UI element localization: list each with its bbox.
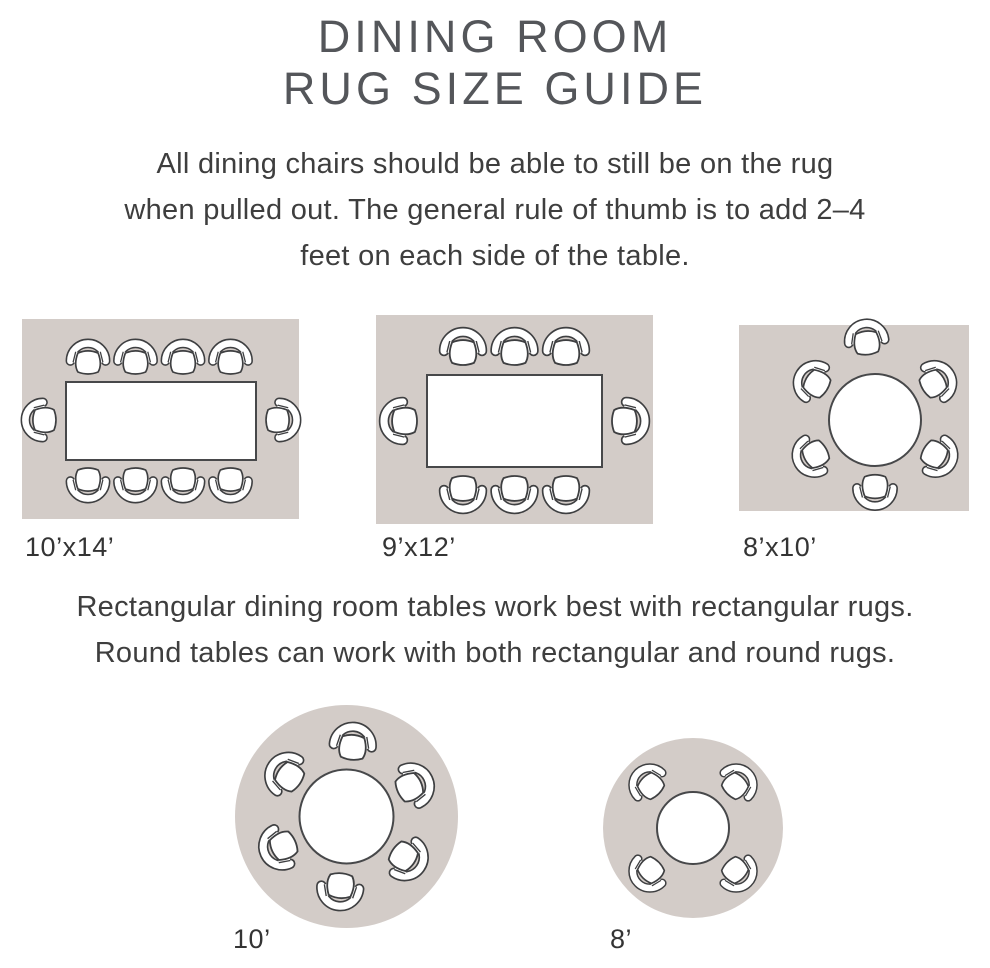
diagram-rug-10-round: [235, 705, 458, 928]
note-text: [0, 584, 990, 676]
note-line-2: Round tables can work with both rectangular and round rugs.: [94, 637, 896, 669]
rug-size-label-10x14: 10’x14’: [25, 532, 115, 562]
diagram-rug-9x12: [376, 315, 653, 524]
intro-line-2: when pulled out. The general rule of thumb is to add 2–4: [124, 194, 866, 226]
diagram-rug-8x10: [739, 325, 969, 511]
page-title-line-1: DINING ROOM: [317, 11, 673, 62]
intro-text: [0, 141, 990, 279]
rug-size-label-8x10: 8’x10’: [743, 532, 817, 562]
rug-size-label-8-round: 8’: [610, 924, 633, 954]
diagram-rug-10x14: [22, 319, 299, 519]
dining-table: [427, 375, 602, 467]
rug-size-label-9x12: 9’x12’: [382, 532, 456, 562]
dining-table: [657, 792, 729, 864]
dining-table: [66, 382, 256, 460]
diagram-rug-8-round: [603, 738, 783, 918]
rug-size-label-10-round: 10’: [233, 924, 271, 954]
intro-line-3: feet on each side of the table.: [300, 240, 690, 272]
dining-table: [829, 374, 921, 466]
note-line-1: Rectangular dining room tables work best with rectangular rugs.: [76, 591, 914, 623]
dining-table: [300, 770, 394, 864]
intro-line-1: All dining chairs should be able to still be on the rug: [156, 148, 834, 180]
page-title-line-2: RUG SIZE GUIDE: [282, 63, 708, 114]
